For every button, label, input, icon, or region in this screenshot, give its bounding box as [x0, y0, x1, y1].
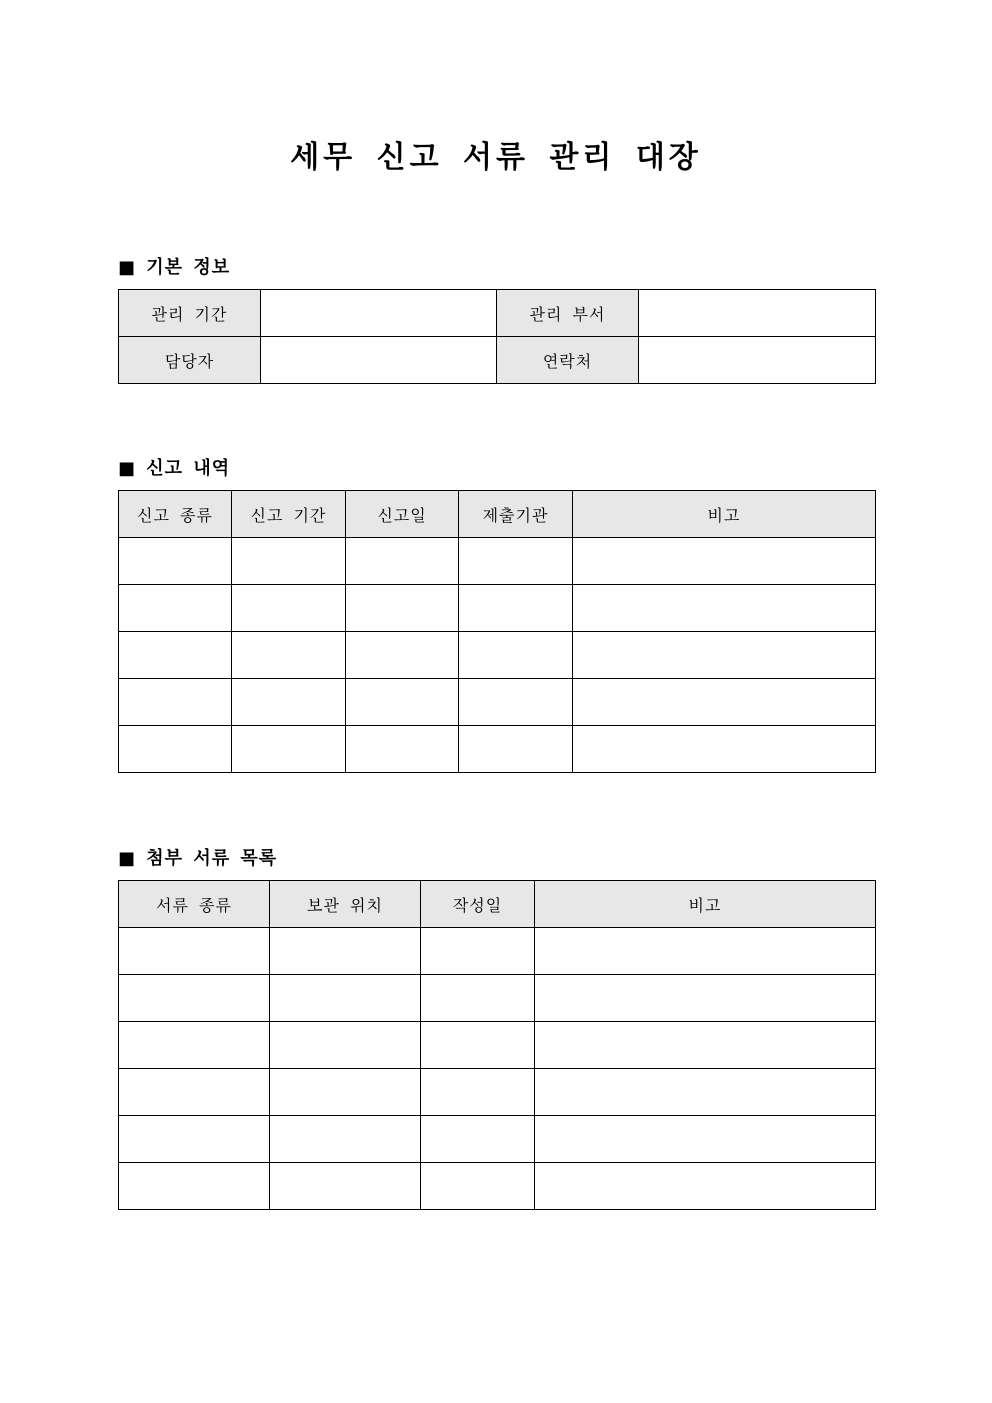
table-cell[interactable] [535, 1022, 876, 1069]
table-cell[interactable] [119, 975, 270, 1022]
table-row [119, 337, 876, 384]
attachments-heading: ■ 첨부 서류 목록 [118, 848, 278, 869]
column-header: 신고일 [346, 491, 459, 538]
table-cell[interactable] [459, 585, 573, 632]
department-label: 관리 부서 [497, 290, 639, 337]
column-header: 비고 [573, 491, 876, 538]
period-field[interactable] [261, 290, 497, 337]
table-row [119, 290, 876, 337]
table-cell[interactable] [421, 1069, 535, 1116]
table-cell[interactable] [573, 538, 876, 585]
table-cell[interactable] [421, 975, 535, 1022]
table-cell[interactable] [119, 1069, 270, 1116]
table-row [119, 585, 876, 632]
basic-info-heading: ■ 기본 정보 [118, 257, 231, 278]
table-cell[interactable] [346, 632, 459, 679]
department-field[interactable] [639, 290, 876, 337]
table-row [119, 632, 876, 679]
table-cell[interactable] [119, 726, 232, 773]
table-cell[interactable] [459, 538, 573, 585]
table-cell[interactable] [119, 632, 232, 679]
table-cell[interactable] [270, 975, 421, 1022]
table-cell[interactable] [573, 726, 876, 773]
table-cell[interactable] [459, 679, 573, 726]
column-header: 제출기관 [459, 491, 573, 538]
filing-history-table [118, 490, 876, 773]
table-cell[interactable] [270, 1069, 421, 1116]
table-row [119, 726, 876, 773]
table-cell[interactable] [119, 1116, 270, 1163]
filing-history-heading: ■ 신고 내역 [118, 458, 231, 479]
table-cell[interactable] [346, 679, 459, 726]
table-cell[interactable] [270, 1116, 421, 1163]
table-cell[interactable] [421, 928, 535, 975]
manager-label: 담당자 [119, 337, 261, 384]
table-header-row [119, 491, 876, 538]
table-cell[interactable] [535, 975, 876, 1022]
manager-field[interactable] [261, 337, 497, 384]
table-cell[interactable] [573, 585, 876, 632]
table-cell[interactable] [119, 585, 232, 632]
table-row [119, 679, 876, 726]
column-header: 서류 종류 [119, 881, 270, 928]
table-cell[interactable] [573, 632, 876, 679]
page-title: 세무 신고 서류 관리 대장 [290, 140, 702, 175]
table-cell[interactable] [270, 1022, 421, 1069]
table-cell[interactable] [535, 1069, 876, 1116]
table-cell[interactable] [535, 1116, 876, 1163]
period-label: 관리 기간 [119, 290, 261, 337]
contact-label: 연락처 [497, 337, 639, 384]
basic-info-table [118, 289, 876, 384]
table-cell[interactable] [421, 1116, 535, 1163]
table-cell[interactable] [232, 585, 346, 632]
table-cell[interactable] [232, 679, 346, 726]
table-cell[interactable] [535, 928, 876, 975]
table-cell[interactable] [346, 726, 459, 773]
table-row [119, 1163, 876, 1210]
table-cell[interactable] [573, 679, 876, 726]
table-cell[interactable] [421, 1163, 535, 1210]
table-cell[interactable] [270, 1163, 421, 1210]
table-cell[interactable] [346, 538, 459, 585]
table-cell[interactable] [119, 928, 270, 975]
attachments-table [118, 880, 876, 1210]
table-cell[interactable] [232, 726, 346, 773]
table-row [119, 1022, 876, 1069]
table-row [119, 975, 876, 1022]
table-row [119, 1116, 876, 1163]
table-cell[interactable] [119, 679, 232, 726]
table-cell[interactable] [459, 632, 573, 679]
column-header: 비고 [535, 881, 876, 928]
table-cell[interactable] [346, 585, 459, 632]
table-cell[interactable] [119, 1022, 270, 1069]
column-header: 보관 위치 [270, 881, 421, 928]
contact-field[interactable] [639, 337, 876, 384]
column-header: 신고 종류 [119, 491, 232, 538]
table-row [119, 928, 876, 975]
table-cell[interactable] [459, 726, 573, 773]
table-cell[interactable] [119, 538, 232, 585]
table-row [119, 538, 876, 585]
table-cell[interactable] [270, 928, 421, 975]
column-header: 작성일 [421, 881, 535, 928]
table-cell[interactable] [232, 538, 346, 585]
column-header: 신고 기간 [232, 491, 346, 538]
table-cell[interactable] [119, 1163, 270, 1210]
table-header-row [119, 881, 876, 928]
table-row [119, 1069, 876, 1116]
table-cell[interactable] [421, 1022, 535, 1069]
table-cell[interactable] [535, 1163, 876, 1210]
table-cell[interactable] [232, 632, 346, 679]
